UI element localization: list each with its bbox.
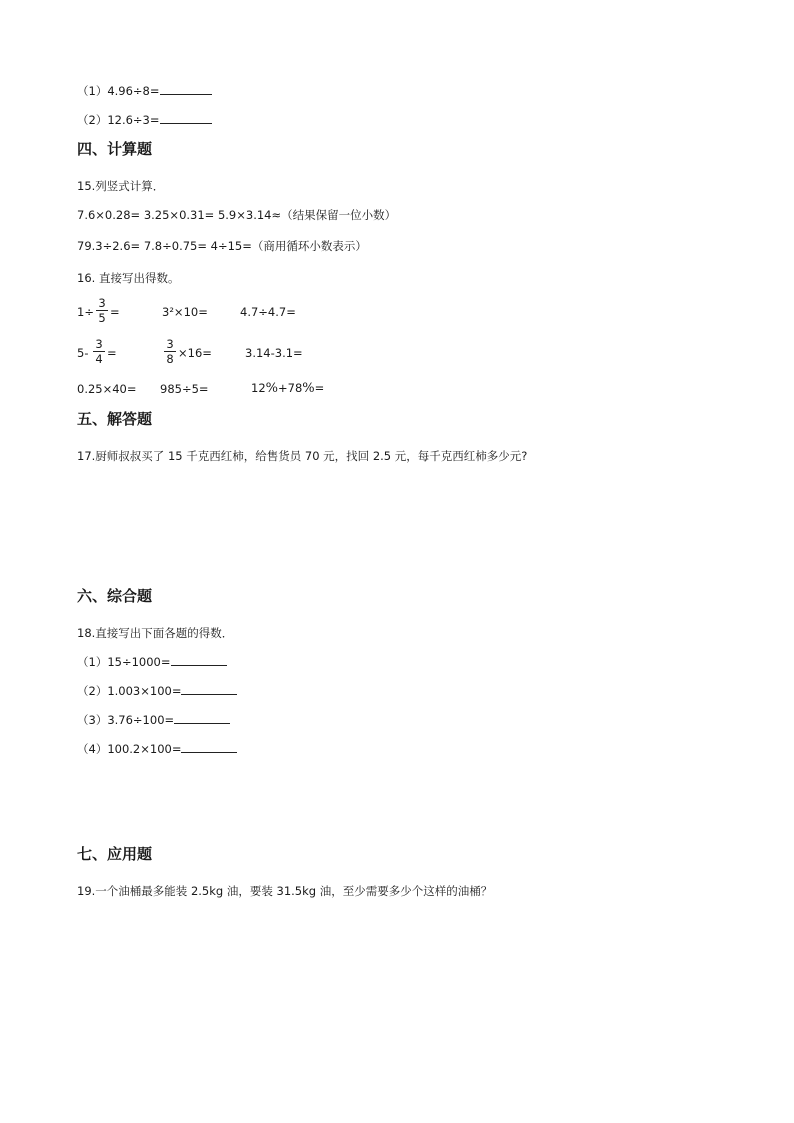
q18-item-3: [77, 713, 230, 727]
q16-r2-fraction-2: [164, 338, 176, 365]
q18-item-2: [77, 684, 237, 698]
q16-r3-c-part-3: =: [314, 381, 325, 395]
q16-title: 16. 直接写出得数。: [77, 271, 180, 285]
q16-r1-fraction: [96, 297, 108, 324]
q16-r3-c-part-1: 12: [251, 381, 266, 395]
fraction-denominator: 4: [95, 352, 103, 366]
q16-r1-c: 4.7÷4.7=: [240, 305, 296, 319]
q16-r3-c: [251, 381, 324, 396]
q14-item-1-label: （1）4.96÷8=: [77, 84, 160, 98]
q16-r2-c: 3.14-3.1=: [245, 346, 303, 360]
section-title-7: 七、应用题: [77, 845, 153, 863]
q18-item-1: [77, 655, 227, 669]
q18-item-1-label: （1）15÷1000=: [77, 655, 171, 669]
fraction-numerator: 3: [98, 296, 106, 310]
q16-r2-suffix-2: ×16=: [178, 346, 212, 360]
fraction-numerator: 3: [95, 337, 103, 351]
q14-item-1: [77, 84, 212, 98]
percent-sign: %: [302, 381, 315, 396]
fraction-denominator: 8: [166, 352, 174, 366]
section-title-6: 六、综合题: [77, 587, 153, 605]
q17-text: 17.厨师叔叔买了 15 千克西红柿，给售货员 70 元，找回 2.5 元，每千克西红柿多少元?: [77, 449, 528, 463]
answer-blank[interactable]: [160, 113, 212, 124]
q15-line-2: 79.3÷2.6= 7.8÷0.75= 4÷15=（商用循环小数表示）: [77, 239, 367, 253]
q18-item-2-label: （2）1.003×100=: [77, 684, 182, 698]
q18-item-4-label: （4）100.2×100=: [77, 742, 182, 756]
q16-r2-prefix: 5-: [77, 346, 89, 360]
answer-blank[interactable]: [181, 684, 237, 695]
answer-blank[interactable]: [174, 713, 230, 724]
q14-item-2-label: （2）12.6÷3=: [77, 113, 160, 127]
q16-r1-b: 3²×10=: [162, 305, 208, 319]
q16-r1-suffix: =: [110, 305, 120, 319]
q16-r2-fraction-1: [93, 338, 105, 365]
q16-r2-suffix-1: =: [107, 346, 117, 360]
q16-r3-a: 0.25×40=: [77, 382, 137, 396]
q16-r3-c-part-2: +78: [278, 381, 303, 395]
q15-line-1: 7.6×0.28= 3.25×0.31= 5.9×3.14≈（结果保留一位小数）: [77, 208, 397, 222]
q19-text: 19.一个油桶最多能装 2.5kg 油，要装 31.5kg 油，至少需要多少个这样的油桶？: [77, 884, 493, 898]
section-title-4: 四、计算题: [77, 140, 153, 158]
percent-sign: %: [265, 381, 278, 396]
fraction-denominator: 5: [98, 311, 106, 325]
q15-title: 15.列竖式计算．: [77, 179, 165, 193]
answer-blank[interactable]: [181, 742, 237, 753]
q18-item-4: [77, 742, 237, 756]
q18-title: 18.直接写出下面各题的得数．: [77, 626, 234, 640]
q16-r1-prefix: 1÷: [77, 305, 94, 319]
answer-blank[interactable]: [160, 84, 212, 95]
q14-item-2: [77, 113, 212, 127]
fraction-numerator: 3: [166, 337, 174, 351]
q18-item-3-label: （3）3.76÷100=: [77, 713, 175, 727]
section-title-5: 五、解答题: [77, 410, 153, 428]
q16-r3-b: 985÷5=: [160, 382, 209, 396]
answer-blank[interactable]: [171, 655, 227, 666]
